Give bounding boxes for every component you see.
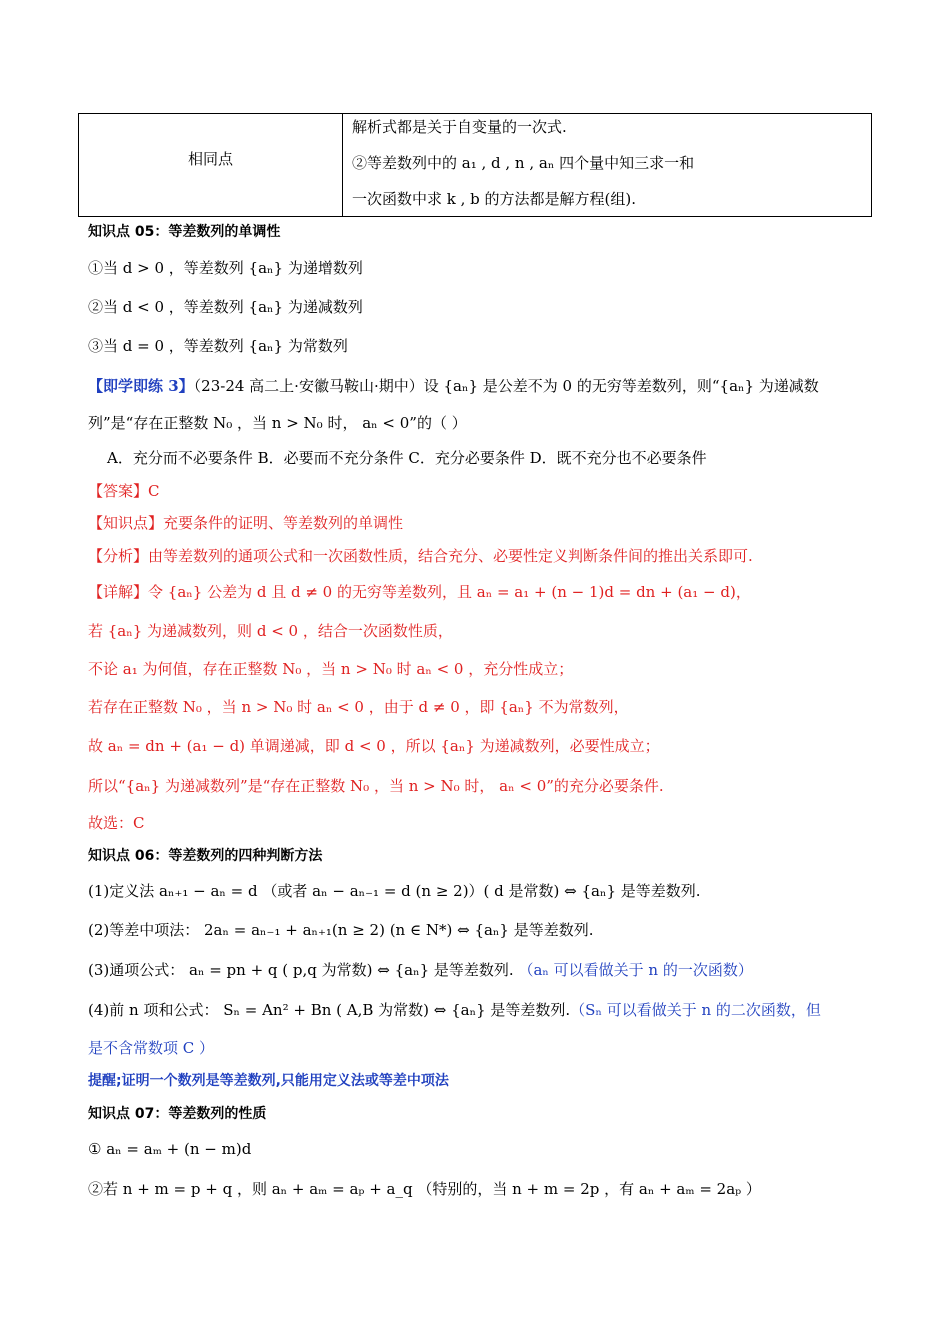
detail-text-4: 若存在正整数 N₀ ，当 n > N₀ 时 aₙ < 0 ，由于 d ≠ 0 ，即 {aₙ} 不为常数列， [88,698,629,716]
knowledge-text: 充要条件的证明、等差数列的单调性 [163,514,404,532]
kp06-method-2: (2)等差中项法： 2aₙ = aₙ₋₁ + aₙ₊₁(n ≥ 2) (n ∈ N*) ⇔ {aₙ} 是等差数列. [88,921,594,939]
comparison-table [78,113,872,217]
exercise-line-1 [88,376,819,396]
kp07-title: 知识点 07：等差数列的性质 [88,1106,267,1122]
kp06-method-3-main: (3)通项公式： aₙ = pn + q ( p,q 为常数) ⇔ {aₙ} 是等差数列. [88,961,519,979]
answer-line [88,481,160,501]
detail-text-1: 令 {aₙ} 公差为 d 且 d ≠ 0 的无穷等差数列，且 aₙ = a₁ + (n − 1)d = dn + (a₁ − d)， [148,583,751,601]
kp05-item-3: ③当 d = 0 ，等差数列 {aₙ} 为常数列 [88,337,348,355]
detail-text-7: 故选：C [88,814,145,832]
table-row-1: 解析式都是关于自变量的一次式. [352,118,567,136]
analysis-line [88,546,753,566]
answer-tag: 【答案】 [88,482,149,500]
kp05-title: 知识点 05：等差数列的单调性 [88,224,281,240]
answer-value: C [148,482,160,500]
kp06-tip: 提醒;证明一个数列是等差数列,只能用定义法或等差中项法 [88,1073,449,1089]
table-row-3: 一次函数中求 k , b 的方法都是解方程(组). [352,190,637,208]
knowledge-tag: 【知识点】 [88,514,164,532]
kp06-title: 知识点 06：等差数列的四种判断方法 [88,848,323,864]
table-label: 相同点 [187,150,233,168]
exercise-options: A．充分而不必要条件 B．必要而不充分条件 C．充分必要条件 D．既不充分也不必要条件 [107,449,707,467]
analysis-text: 由等差数列的通项公式和一次函数性质，结合充分、必要性定义判断条件间的推出关系即可. [148,547,753,565]
detail-text-3: 不论 a₁ 为何值，存在正整数 N₀ ，当 n > N₀ 时 aₙ < 0 ，充分性成立； [88,660,574,678]
detail-text-5: 故 aₙ = dn + (a₁ − d) 单调递减，即 d < 0 ，所以 {aₙ} 为递减数列，必要性成立； [88,737,660,755]
kp06-method-4-main: (4)前 n 项和公式： Sₙ = An² + Bn ( A,B 为常数) ⇔ {aₙ} 是等差数列. [88,1001,571,1019]
kp07-property-2: ②若 n + m = p + q ，则 aₙ + aₘ = aₚ + a_q （特别的，当 n + m = 2p ，有 aₙ + aₘ = 2aₚ ） [88,1180,761,1198]
detail-tag: 【详解】 [88,583,149,601]
knowledge-line [88,513,403,533]
kp06-method-1: (1)定义法 aₙ₊₁ − aₙ = d （或者 aₙ − aₙ₋₁ = d (n ≥ 2)）( d 是常数) ⇔ {aₙ} 是等差数列. [88,882,701,900]
kp05-item-2: ②当 d < 0 ，等差数列 {aₙ} 为递减数列 [88,298,363,316]
kp06-method-4 [88,1000,821,1020]
kp07-property-1: ① aₙ = aₘ + (n − m)d [88,1140,252,1158]
exercise-text-1: （23-24 高二上·安徽马鞍山·期中）设 {aₙ} 是公差不为 0 的无穷等差数列，则“{aₙ} 为递减数 [193,377,819,395]
detail-text-2: 若 {aₙ} 为递减数列，则 d < 0 ，结合一次函数性质， [88,622,453,640]
kp06-method-4-note: （Sₙ 可以看做关于 n 的二次函数，但 [570,1001,821,1019]
kp06-method-3-note: （aₙ 可以看做关于 n 的一次函数） [518,961,753,979]
table-divider [342,114,343,216]
analysis-tag: 【分析】 [88,547,149,565]
exercise-tag: 【即学即练 3】 [88,377,194,395]
kp05-item-1: ①当 d > 0 ，等差数列 {aₙ} 为递增数列 [88,259,363,277]
table-row-2: ②等差数列中的 a₁ , d , n , aₙ 四个量中知三求一和 [352,154,695,172]
kp06-method-3 [88,960,753,980]
kp06-method-4-note-cont: 是不含常数项 C ） [88,1039,215,1057]
detail-line-1 [88,582,751,602]
detail-text-6: 所以“{aₙ} 为递减数列”是“存在正整数 N₀ ，当 n > N₀ 时， aₙ < 0”的充分必要条件. [88,777,664,795]
exercise-text-2: 列”是“存在正整数 N₀ ，当 n > N₀ 时， aₙ < 0”的（ ） [88,414,467,432]
